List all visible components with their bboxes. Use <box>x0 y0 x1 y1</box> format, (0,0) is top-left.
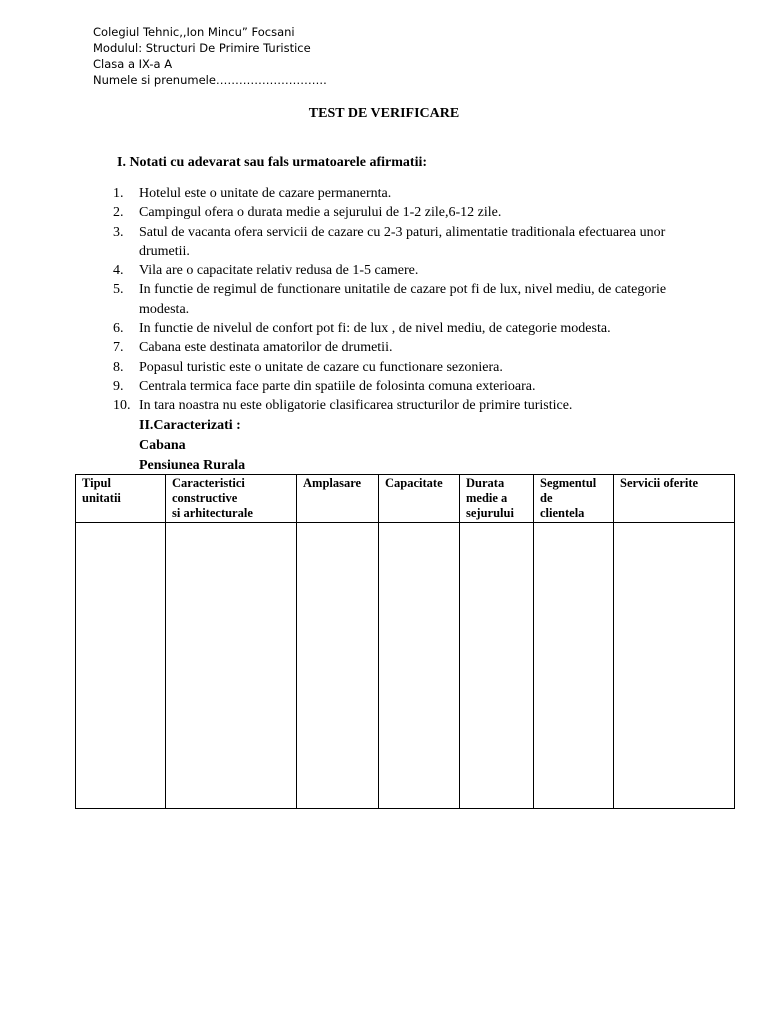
item-number: 3. <box>113 224 124 240</box>
item-text: Campingul ofera o durata medie a sejurului de 1-2 zile,6-12 zile. <box>139 205 502 221</box>
item-text: Hotelul este o unitate de cazare permanernta. <box>139 186 392 201</box>
characterize-item-pensiune: Pensiunea Rurala <box>139 458 246 473</box>
table-cell[interactable] <box>614 523 735 809</box>
header-caracteristici: Caracteristici constructive si arhitecturale <box>166 475 297 523</box>
list-item <box>113 223 673 262</box>
table-header-row <box>76 475 735 523</box>
list-item <box>113 319 673 338</box>
item-text: Popasul turistic este o unitate de cazare cu functionare sezoniera. <box>139 359 503 375</box>
header-amplasare: Amplasare <box>297 475 379 523</box>
header-tipul-unitatii: Tipul unitatii <box>76 475 166 523</box>
list-item <box>113 261 673 280</box>
item-text: In functie de nivelul de confort pot fi: de lux , de nivel mediu, de categorie modesta. <box>139 321 611 337</box>
item-text: In functie de regimul de functionare unitatile de cazare pot fi de lux, nivel mediu, de categorie modesta. <box>139 282 667 317</box>
list-item <box>113 184 673 203</box>
list-item <box>113 338 673 357</box>
item-text: Cabana este destinata amatorilor de drumetii. <box>139 340 393 356</box>
item-number: 7. <box>113 340 124 356</box>
list-item <box>113 377 673 396</box>
table-cell[interactable] <box>297 523 379 809</box>
list-item <box>113 396 673 415</box>
table-cell[interactable] <box>379 523 460 809</box>
item-number: 5. <box>113 282 124 298</box>
section-1-heading: I. Notati cu adevarat sau fals urmatoarele afirmatii: <box>117 155 428 170</box>
student-name-line: Numele si prenumele……………………….. <box>93 73 327 87</box>
school-name: Colegiul Tehnic,,Ion Mincu” Focsani <box>93 25 295 39</box>
section-2-heading: II.Caracterizati : <box>139 418 241 433</box>
item-number: 4. <box>113 263 124 279</box>
item-text: Centrala termica face parte din spatiile de folosinta comuna exterioara. <box>139 378 536 394</box>
table-cell[interactable] <box>460 523 534 809</box>
statement-list <box>113 184 673 416</box>
header-segmentul: Segmentul de clientela <box>534 475 614 523</box>
item-number: 6. <box>113 321 124 337</box>
item-number: 2. <box>113 205 124 221</box>
item-number: 8. <box>113 359 124 375</box>
item-text: Satul de vacanta ofera servicii de cazare cu 2-3 paturi, alimentatie traditionala efectuarea unor drumetii. <box>139 224 666 259</box>
table-row <box>76 523 735 809</box>
page-title: TEST DE VERIFICARE <box>308 106 460 121</box>
document-header <box>93 24 327 88</box>
item-text: Vila are o capacitate relativ redusa de 1-5 camere. <box>139 263 419 279</box>
item-number: 10. <box>113 398 131 414</box>
header-servicii: Servicii oferite <box>614 475 735 523</box>
list-item <box>113 358 673 377</box>
characterization-table <box>75 474 735 809</box>
table-cell[interactable] <box>166 523 297 809</box>
table-cell[interactable] <box>534 523 614 809</box>
item-number: 1. <box>113 186 124 201</box>
header-capacitate: Capacitate <box>379 475 460 523</box>
list-item <box>113 203 673 222</box>
table-cell[interactable] <box>76 523 166 809</box>
list-item <box>113 280 673 319</box>
header-durata: Durata medie a sejurului <box>460 475 534 523</box>
module-name: Modulul: Structuri De Primire Turistice <box>93 41 311 55</box>
section-2 <box>139 416 245 476</box>
characterize-item-cabana: Cabana <box>139 438 186 453</box>
class-name: Clasa a IX-a A <box>93 57 173 71</box>
item-text: In tara noastra nu este obligatorie clasificarea structurilor de primire turistice. <box>139 398 573 414</box>
item-number: 9. <box>113 378 124 394</box>
